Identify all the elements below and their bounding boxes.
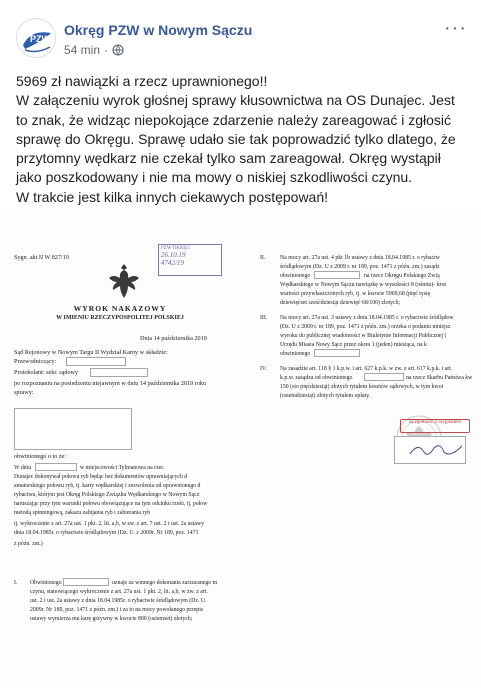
charge-line: tj. wykroczenie z art. 27a ust. 1 pkt. 2, lit. a,b, w zw. z art. 7 ust. 2 i ust. 2a ustawy (14, 521, 205, 527)
post-paragraph: W załączeniu wyrok głośnej sprawy kłusownictwa na OS Dunajec. Jest to znak, że widząc niepokojące zdarzenie należy zareagować i zgłosić sprawę do Okręgu. Sprawę udało sie tak poprowadzić tylko dlatego, że przytomny wędkarz nie czekał tylko sam zareagował. Okręg wystąpił jako poszkodowany i nie ma mowy o niskiej szkodliwości czynu. (16, 92, 456, 186)
case-number: Sygn. akt II W 827/19 (14, 254, 69, 261)
ruling-line: 150 (sto pięćdziesiąt) złotych tytułem kosztów sądowych, w tym kwot (280, 384, 444, 390)
stamp-line: 4742/19 (161, 259, 184, 267)
ruling-line: na rzecz Okręgu Polskiego Zwią (364, 273, 440, 279)
charge-line: Dunajec dokonywał połowu ryb będąc bez dokumentów uprawniających d (14, 474, 188, 480)
stamp-text: za zgodność z oryginałem (408, 420, 462, 425)
redaction-box (66, 357, 126, 366)
charge-line: w miejscowości Tylmanowa na rzec (80, 465, 164, 471)
hearing-line: sprawy: (14, 389, 34, 396)
ruling-line: Na mocy art. 27a ust. 3 ustawy z dnia 18.04.1985 r. o rybactwie śródlądow (280, 315, 454, 321)
signature-icon (408, 440, 464, 460)
ruling-line: wyroku do publicznej wiadomości w Biuletynie Informacji Publicznej ( (280, 333, 447, 339)
charge-line: amatorskiego połowu ryb, tj. karty wędkarskiej i zezwolenia od uprawnionego d (14, 483, 201, 489)
avatar[interactable] (16, 18, 56, 58)
globe-icon[interactable] (112, 44, 124, 56)
post-time[interactable]: 54 min (64, 43, 101, 57)
author-name[interactable]: Okręg PZW w Nowym Sączu (64, 22, 253, 38)
charge-line: dnia 18.04.1985r. o rybactwie śródlądowym (Dz. U. z 2009r. Nr 189, poz. 1471 (14, 530, 199, 536)
certification-stamp (400, 419, 470, 433)
hearing-line: po rozpoznaniu na posiedzeniu niejawnym w dniu 14 października 2019 roku (14, 380, 207, 387)
meta-separator: · (104, 43, 109, 57)
more-options-icon[interactable]: ··· (444, 17, 467, 39)
ruling-line: Na zasadzie art. 118 § 1 k.p.w. i art. 627 k.p.k. w zw. z art. 617 k.p.k. i art. (280, 366, 453, 372)
chair-line: Przewodniczący: (14, 358, 57, 365)
redaction-box (35, 463, 77, 471)
post-text (16, 72, 468, 207)
section-number: IV. (260, 366, 267, 372)
stamp-line: 26.10.19 (161, 251, 186, 259)
ruling-line: wartości przywłaszczonych ryb, tj. w kwocie 5969,68 (pięć tysię (280, 291, 431, 297)
post-image[interactable] (0, 214, 481, 688)
svg-text:PZW: PZW (30, 34, 50, 44)
charge-line: W dniu (14, 465, 32, 471)
accused-line: obwinionego o to że: (14, 453, 67, 460)
ruling-line: obwinionego (280, 351, 311, 357)
post-meta (64, 43, 124, 57)
post-paragraph: W trakcie jest kilka innych ciekawych postępowań! (16, 188, 329, 205)
ruling-line: 2009r. Nr 189, poz. 1471 z późn. zm.) i za to na mocy powołanego przepis (30, 607, 204, 613)
court-line: Sąd Rejonowy w Nowym Targu II Wydział Karny w składzie: (14, 349, 168, 356)
document-date: Dnia 14 października 2019 (140, 335, 207, 342)
ruling-line: Obwinionego (30, 580, 62, 586)
ruling-line: dziewięćset sześćdziesiąt dziewięć 68/100) złotych; (280, 300, 401, 306)
redaction-box (90, 368, 148, 377)
charge-line: naruszając przy tym warunki połowu obowiązujące na tym odcinku rzeki, tj. połow (14, 501, 208, 507)
ruling-line: (Dz. U z 2009 r. nr 189, poz. 1471 z późn. zm.) orzeka o podaniu niniejsz (280, 324, 451, 330)
ruling-line: k.p.w. zasądza od obwinionego (280, 375, 353, 381)
protocol-line: Protokolant: sekr. sądowy (14, 369, 79, 376)
document-page-right (244, 214, 481, 688)
ruling-line: Urzędu Miasta Nowy Sącz przez okres 1 (jeden) miesiąca, na k (280, 342, 427, 348)
ruling-line: Na mocy art. 27a ust. 4 pkt 1b ustawy z dnia 18.04.1985 r. o rybactw (280, 255, 440, 261)
section-number: II. (260, 255, 266, 261)
ruling-line: ustawy wymierza mu karę grzywny w kwocie 800 (osiemset) złotych; (30, 616, 193, 622)
ruling-line: obwinionego (280, 273, 311, 279)
redaction-box (314, 349, 360, 357)
eagle-emblem-icon (107, 262, 141, 300)
redaction-box (63, 578, 109, 586)
ruling-line: czynu, stanowiącego wykroczenie z art. 27a ust. 1 pkt. 2, lit. a,b, w zw. z art. (30, 589, 208, 595)
ruling-line: ust. 2 i ust. 2a ustawy z dnia 18.04.1985r. o rybactwie śródlądowym (Dz. U. (30, 598, 207, 604)
redaction-box (14, 408, 132, 450)
charge-line: rybactwa, którym jest Okręg Polskiego Związku Wędkarskiego w Nowym Sącz (14, 492, 200, 498)
redaction-box (364, 373, 404, 381)
charge-line: z późn. zm.) (14, 541, 43, 547)
ruling-line: uznaje za winnego dokonania zarzucanego m (112, 580, 218, 586)
stamp-line: PZW OKRĘG (161, 246, 190, 251)
document-subtitle: W IMIENIU RZECZYPOSPOLITEJ POLSKIEJ (56, 315, 184, 321)
redaction-box (314, 271, 360, 279)
received-stamp (158, 244, 222, 276)
section-number: III. (260, 315, 268, 321)
ruling-line: Wędkarskiego w Nowym Sączu nawiązkę w wysokości 8 (ośmiu)- krot (280, 282, 446, 288)
document-title: WYROK NAKAZOWY (73, 304, 167, 313)
pzw-logo-icon (17, 19, 56, 58)
post-paragraph: 5969 zł nawiązki a rzecz uprawnionego!! (16, 73, 268, 89)
ruling-line: (osiemdziesiąt) złotych tytułem opłaty. (280, 393, 371, 399)
ruling-line: śródlądowym (Dz. U z 2009 r. nr 189, poz. 1471 z późn. zm.) zasądz (280, 264, 440, 270)
document-page-left (0, 214, 240, 688)
ruling-line: na rzecz Skarbu Państwa kw (406, 375, 473, 381)
charge-line: metodą spinningową, zakazu zabijania ryb i zabierania ryb (14, 510, 151, 516)
section-number: I. (14, 580, 18, 586)
post-header (0, 0, 481, 64)
